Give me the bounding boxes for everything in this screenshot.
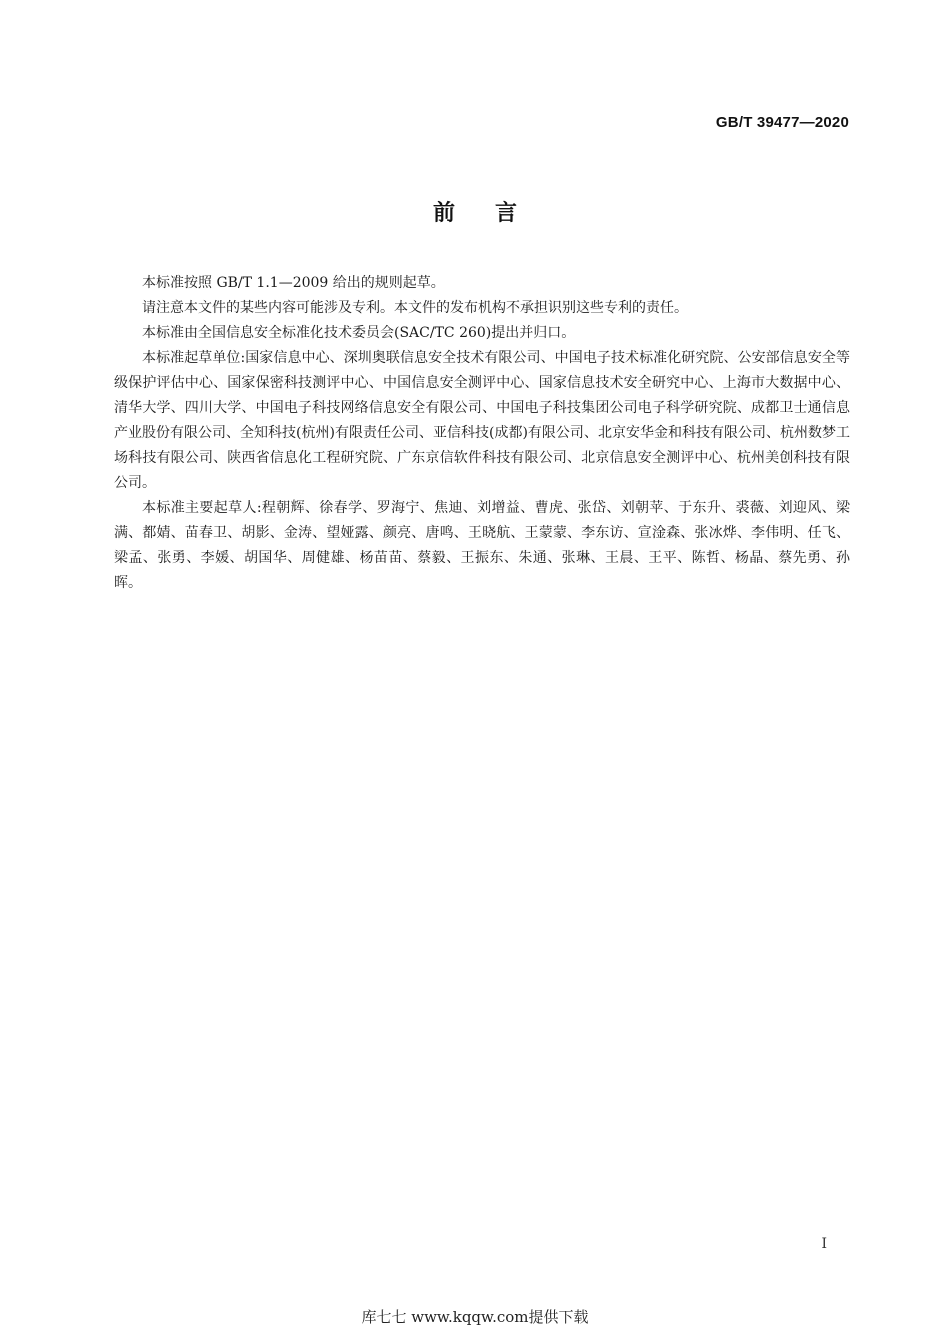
paragraph-drafters: 本标准主要起草人:程朝辉、徐春学、罗海宁、焦迪、刘增益、曹虎、张岱、刘朝苹、于东升、裘薇、刘迎风、梁满、都婧、苗春卫、胡影、金涛、望娅露、颜亮、唐鸣、王晓航、王蒙蒙、李东访、宣淦森、张冰烨、李伟明、任飞、梁孟、张勇、李媛、胡国华、周健雄、杨苗苗、蔡毅、王振东、朱通、张琳、王晨、王平、陈哲、杨晶、蔡先勇、孙晖。: [114, 500, 850, 591]
page-title: 前言: [432, 201, 557, 226]
paragraph-patent-notice: 请注意本文件的某些内容可能涉及专利。本文件的发布机构不承担识别这些专利的责任。: [142, 300, 688, 316]
download-watermark: 库七七 www.kqqw.com提供下载: [361, 1308, 589, 1326]
foreword-body: [114, 271, 850, 596]
paragraph-drafting-rules: 本标准按照 GB/T 1.1—2009 给出的规则起草。: [142, 275, 445, 291]
standard-number: GB/T 39477—2020: [715, 114, 849, 131]
paragraph-drafting-units: 本标准起草单位:国家信息中心、深圳奥联信息安全技术有限公司、中国电子技术标准化研究院、公安部信息安全等级保护评估中心、国家保密科技测评中心、中国信息安全测评中心、国家信息技术安全研究中心、上海市大数据中心、清华大学、四川大学、中国电子科技网络信息安全有限公司、中国电子科技集团公司电子科学研究院、成都卫士通信息产业股份有限公司、全知科技(杭州)有限责任公司、亚信科技(成都)有限公司、北京安华金和科技有限公司、杭州数梦工场科技有限公司、陕西省信息化工程研究院、广东京信软件科技有限公司、北京信息安全测评中心、杭州美创科技有限公司。: [114, 350, 850, 491]
page-number: I: [821, 1236, 827, 1252]
paragraph-proposer: 本标准由全国信息安全标准化技术委员会(SAC/TC 260)提出并归口。: [142, 325, 576, 341]
